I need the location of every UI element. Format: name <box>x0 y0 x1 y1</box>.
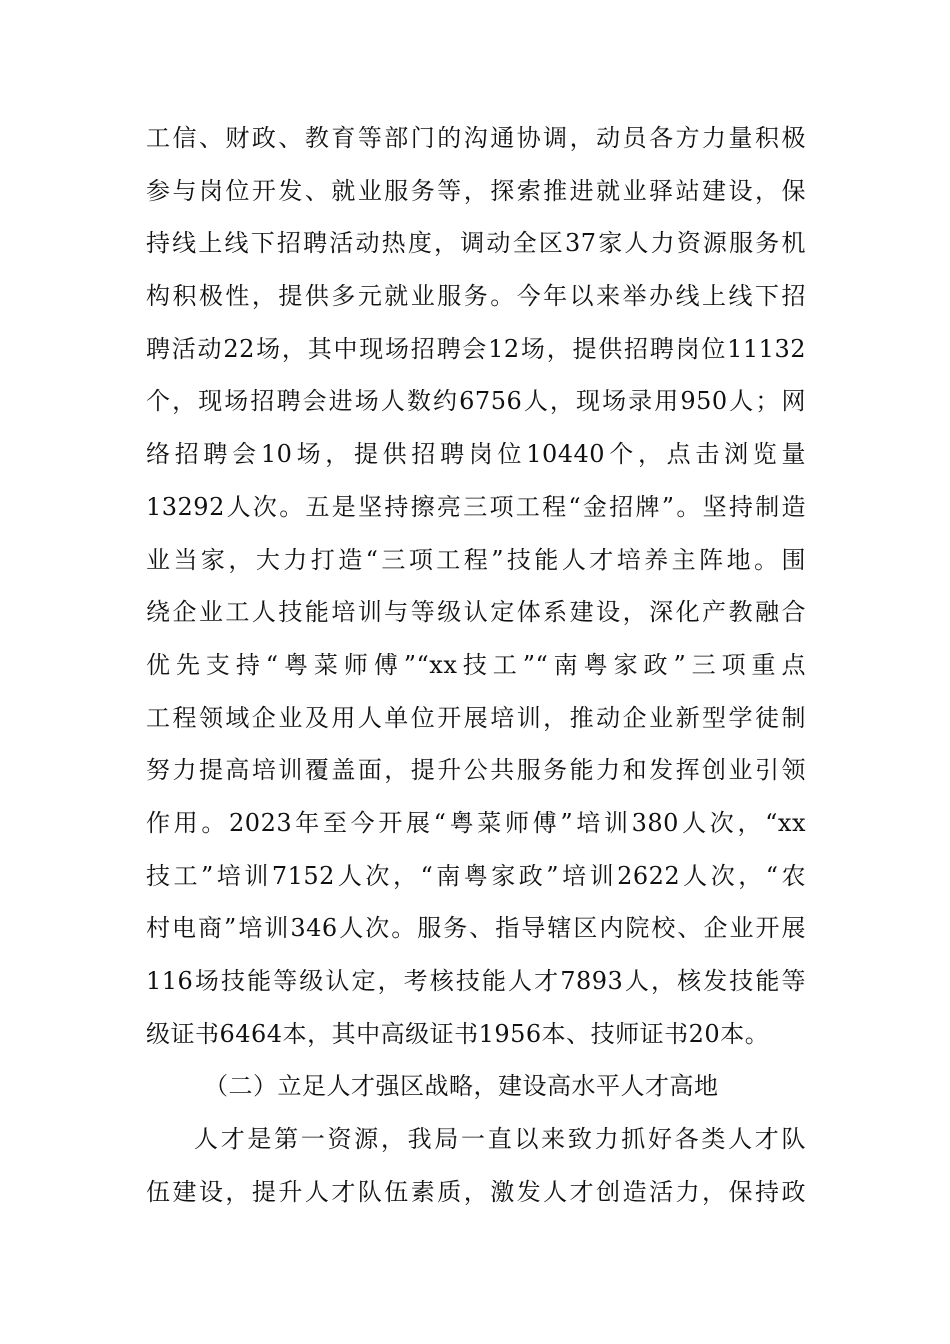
text-line: 构积极性，提供多元就业服务。今年以来举办线上线下招 <box>146 282 806 311</box>
text-line: 优先支持“粤菜师傅”“xx技工”“南粤家政”三项重点 <box>146 650 806 679</box>
text-line: 持线上线下招聘活动热度，调动全区37家人力资源服务机 <box>146 229 806 258</box>
text-line: 参与岗位开发、就业服务等，探索推进就业驿站建设，保 <box>146 176 806 205</box>
text-line: 作用。2023年至今开展“粤菜师傅”培训380人次，“xx <box>146 808 806 837</box>
text-line: 116场技能等级认定，考核技能人才7893人，核发技能等 <box>146 967 806 995</box>
text-line: 技工”培训7152人次，“南粤家政”培训2622人次，“农 <box>146 861 806 890</box>
text-line: 伍建设，提升人才队伍素质，激发人才创造活力，保持政 <box>146 1177 806 1206</box>
text-line: 13292人次。五是坚持擦亮三项工程“金招牌”。坚持制造 <box>146 492 806 521</box>
text-line: 努力提高培训覆盖面，提升公共服务能力和发挥创业引领 <box>146 756 806 785</box>
text-line: 工程领域企业及用人单位开展培训，推动企业新型学徒制 <box>146 703 806 732</box>
text-line: 村电商”培训346人次。服务、指导辖区内院校、企业开展 <box>146 914 806 943</box>
text-line: 络招聘会10场，提供招聘岗位10440个，点击浏览量 <box>146 440 806 469</box>
text-line: 业当家，大力打造“三项工程”技能人才培养主阵地。围 <box>146 545 806 574</box>
section-heading: （二）立足人才强区战略，建设高水平人才高地 <box>204 1072 719 1101</box>
text-line: 聘活动22场，其中现场招聘会12场，提供招聘岗位11132 <box>146 334 806 363</box>
text-line: 级证书6464本，其中高级证书1956本、技师证书20本。 <box>146 1019 770 1048</box>
text-line: 工信、财政、教育等部门的沟通协调，动员各方力量积极 <box>146 124 806 152</box>
text-line: 个，现场招聘会进场人数约6756人，现场录用950人；网 <box>146 387 806 416</box>
text-line: 绕企业工人技能培训与等级认定体系建设，深化产教融合 <box>146 598 806 627</box>
body-text <box>146 112 806 1218</box>
text-line: 人才是第一资源，我局一直以来致力抓好各类人才队 <box>194 1125 806 1154</box>
